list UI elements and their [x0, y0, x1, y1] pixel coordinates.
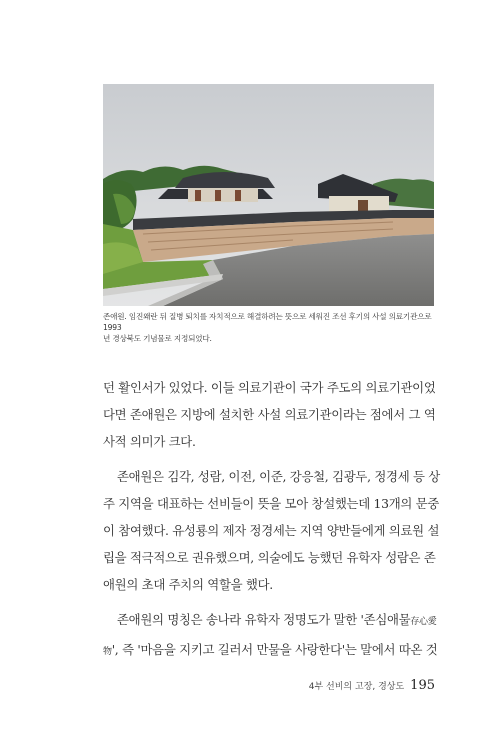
section-title: 4부 선비의 고장, 경상도 [308, 682, 405, 692]
text-line: 립을 적극적으로 권유했으며, 의술에도 능했던 유학자 성람은 존 [103, 550, 436, 565]
page-number: 195 [410, 678, 435, 693]
text-line [103, 606, 435, 636]
text-line: 이 참여했다. 유성룡의 제자 정경세는 지역 양반들에게 의료원 설 [103, 523, 440, 538]
text-line: 던 활인서가 있었다. 이들 의료기관이 국가 주도의 의료기관이었 [103, 380, 436, 395]
hanja-text: 物 [103, 647, 112, 657]
hanja-text: 存心愛 [410, 617, 437, 627]
page-footer [300, 678, 435, 693]
caption-line-1: 존애원. 임진왜란 뒤 질병 퇴치를 자치적으로 해결하려는 뜻으로 세워진 조선 후기의 사설 의료기관으로 1993 [103, 312, 432, 332]
photo-caption [103, 311, 435, 344]
caption-line-2: 년 경상북도 기념물로 지정되었다. [103, 334, 212, 343]
paragraph-3 [103, 606, 438, 666]
text-line: 다면 존애원은 지방에 설치한 사설 의료기관이라는 점에서 그 역 [103, 407, 436, 422]
text-line: 사적 의미가 크다. [103, 434, 196, 449]
text-line: 존애원은 김각, 성람, 이전, 이준, 강응철, 김광두, 정경세 등 상 [117, 469, 440, 484]
text-segment: ', 즉 '마음을 지키고 길러서 만물을 사랑한다'는 말에서 따온 것 [111, 642, 438, 657]
photo-jonaewon [103, 84, 434, 306]
paragraph-2 [103, 463, 440, 598]
text-line [103, 636, 438, 666]
text-line: 주 지역을 대표하는 선비들이 뜻을 모아 창설했는데 13개의 문중 [103, 496, 440, 511]
text-line: 애원의 초대 주치의 역할을 했다. [103, 577, 273, 592]
paragraph-1 [103, 374, 435, 455]
photo-illustration [103, 84, 434, 306]
body-text [103, 374, 440, 666]
text-segment: 존애원의 명칭은 송나라 유학자 정명도가 말한 '존심애물 [117, 612, 411, 627]
